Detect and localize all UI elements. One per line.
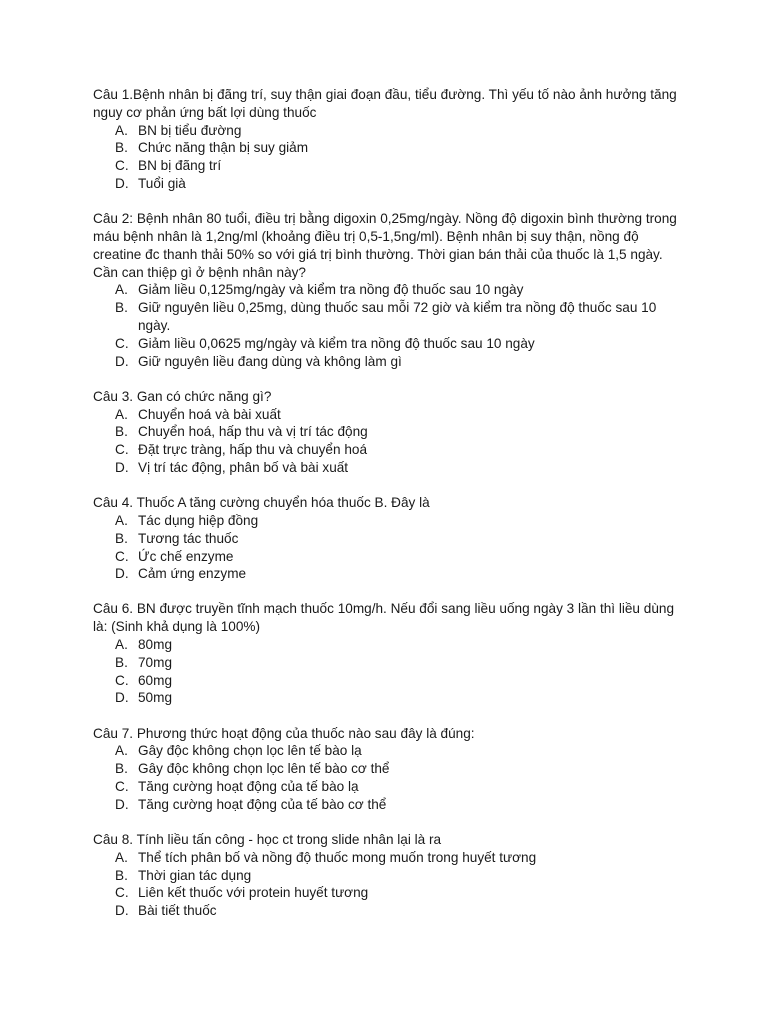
option-text: Giảm liều 0,0625 mg/ngày và kiểm tra nồng độ thuốc sau 10 ngày	[138, 335, 535, 351]
option-text: Bài tiết thuốc	[138, 903, 217, 919]
question-text: Câu 7. Phương thức hoạt động của thuốc nào sau đây là đúng:	[93, 725, 475, 741]
option-list	[93, 512, 683, 583]
option-b	[93, 867, 683, 885]
option-text: Cảm ứng enzyme	[138, 566, 247, 582]
option-text: 60mg	[138, 672, 173, 688]
option-letter: A.	[115, 637, 128, 653]
option-c	[93, 778, 683, 796]
question-text: Câu 3. Gan có chức năng gì?	[93, 388, 272, 404]
option-letter: C.	[115, 779, 129, 795]
question-text: Câu 8. Tính liều tấn công - học ct trong slide nhân lại là ra	[93, 832, 442, 848]
question-text: Câu 4. Thuốc A tăng cường chuyển hóa thuốc B. Đây là	[93, 495, 430, 511]
option-text: Giữ nguyên liều 0,25mg, dùng thuốc sau mỗi 72 giờ và kiểm tra nồng độ thuốc sau 10 ngày.	[138, 300, 657, 333]
option-text: BN bị tiểu đường	[138, 122, 242, 138]
option-letter: C.	[115, 548, 129, 564]
option-b	[93, 530, 683, 548]
option-letter: A.	[115, 512, 128, 528]
option-text: 70mg	[138, 654, 173, 670]
option-a	[93, 406, 683, 424]
option-b	[93, 139, 683, 157]
option-text: 80mg	[138, 637, 173, 653]
option-d	[93, 796, 683, 814]
option-text: Chức năng thận bị suy giảm	[138, 140, 309, 156]
option-letter: C.	[115, 335, 129, 351]
option-letter: D.	[115, 459, 129, 475]
question-text: Câu 2: Bệnh nhân 80 tuổi, điều trị bằng digoxin 0,25mg/ngày. Nồng độ digoxin bình thường trong máu bệnh nhân là 1,2ng/ml (khoảng điều trị 0,5-1,5ng/ml). Bệnh nhân bị suy thận, nồng độ creatine đc thanh thải 50% so với giá trị bình thường. Thời gian bán thải của thuốc là 1,5 ngày. Cần can thiệp gì ở bệnh nhân này?	[93, 211, 677, 280]
question-text: Câu 6. BN được truyền tĩnh mạch thuốc 10mg/h. Nếu đổi sang liều uống ngày 3 lần thì liều dùng là: (Sinh khả dụng là 100%)	[93, 601, 675, 635]
option-letter: C.	[115, 672, 129, 688]
option-d	[93, 689, 683, 707]
option-b	[93, 760, 683, 778]
option-list	[93, 742, 683, 813]
option-a	[93, 122, 683, 140]
question-7	[93, 725, 683, 814]
option-d	[93, 902, 683, 920]
option-letter: D.	[115, 353, 129, 369]
option-c	[93, 548, 683, 566]
option-c	[93, 335, 683, 353]
document-page	[93, 86, 683, 937]
option-text: BN bị đãng trí	[138, 158, 222, 174]
option-b	[93, 423, 683, 441]
option-d	[93, 565, 683, 583]
option-text: Giữ nguyên liều đang dùng và không làm gì	[138, 353, 402, 369]
question-6	[93, 600, 683, 707]
option-letter: A.	[115, 849, 128, 865]
question-8	[93, 831, 683, 920]
option-text: Tác dụng hiệp đồng	[138, 512, 259, 528]
option-a	[93, 636, 683, 654]
option-text: Giảm liều 0,125mg/ngày và kiểm tra nồng độ thuốc sau 10 ngày	[138, 282, 524, 298]
option-list	[93, 281, 683, 370]
question-text: Câu 1.Bệnh nhân bị đãng trí, suy thận giai đoạn đầu, tiểu đường. Thì yếu tố nào ảnh hưởng tăng nguy cơ phản ứng bất lợi dùng thuốc	[93, 87, 677, 120]
option-letter: B.	[115, 300, 128, 316]
option-d	[93, 175, 683, 193]
option-c	[93, 672, 683, 690]
option-text: Đặt trực tràng, hấp thu và chuyển hoá	[138, 442, 368, 458]
option-text: Thể tích phân bố và nồng độ thuốc mong muốn trong huyết tương	[138, 849, 537, 865]
option-text: Chuyển hoá và bài xuất	[138, 406, 281, 422]
option-list	[93, 636, 683, 707]
question-3	[93, 388, 683, 477]
option-text: Gây độc không chọn lọc lên tế bào cơ thể	[138, 761, 390, 777]
option-letter: B.	[115, 761, 128, 777]
option-c	[93, 884, 683, 902]
option-text: Ức chế enzyme	[138, 548, 234, 564]
option-list	[93, 849, 683, 920]
option-text: Liên kết thuốc với protein huyết tương	[138, 885, 369, 901]
option-text: Chuyển hoá, hấp thu và vị trí tác động	[138, 424, 368, 440]
option-letter: D.	[115, 690, 129, 706]
question-2	[93, 210, 683, 370]
option-letter: D.	[115, 566, 129, 582]
option-letter: A.	[115, 282, 128, 298]
option-list	[93, 122, 683, 193]
option-text: Tuổi già	[138, 175, 186, 191]
option-letter: D.	[115, 175, 129, 191]
option-b	[93, 654, 683, 672]
option-text: 50mg	[138, 690, 173, 706]
option-letter: B.	[115, 140, 128, 156]
option-d	[93, 459, 683, 477]
option-letter: B.	[115, 654, 128, 670]
option-a	[93, 849, 683, 867]
question-4	[93, 494, 683, 583]
option-letter: B.	[115, 424, 128, 440]
option-list	[93, 406, 683, 477]
option-letter: B.	[115, 530, 128, 546]
option-letter: B.	[115, 867, 128, 883]
option-letter: A.	[115, 122, 128, 138]
option-text: Vị trí tác động, phân bố và bài xuất	[138, 459, 349, 475]
option-letter: D.	[115, 796, 129, 812]
option-b	[93, 299, 683, 335]
option-text: Gây độc không chọn lọc lên tế bào lạ	[138, 743, 362, 759]
option-a	[93, 281, 683, 299]
option-text: Thời gian tác dụng	[138, 867, 252, 883]
option-letter: C.	[115, 442, 129, 458]
option-letter: C.	[115, 885, 129, 901]
option-text: Tăng cường hoạt động của tế bào lạ	[138, 779, 359, 795]
option-text: Tăng cường hoạt động của tế bào cơ thể	[138, 796, 387, 812]
option-c	[93, 157, 683, 175]
option-c	[93, 441, 683, 459]
option-letter: D.	[115, 903, 129, 919]
option-letter: A.	[115, 406, 128, 422]
option-text: Tương tác thuốc	[138, 530, 239, 546]
option-a	[93, 742, 683, 760]
question-1	[93, 86, 683, 193]
option-letter: C.	[115, 158, 129, 174]
option-letter: A.	[115, 743, 128, 759]
option-d	[93, 353, 683, 371]
option-a	[93, 512, 683, 530]
